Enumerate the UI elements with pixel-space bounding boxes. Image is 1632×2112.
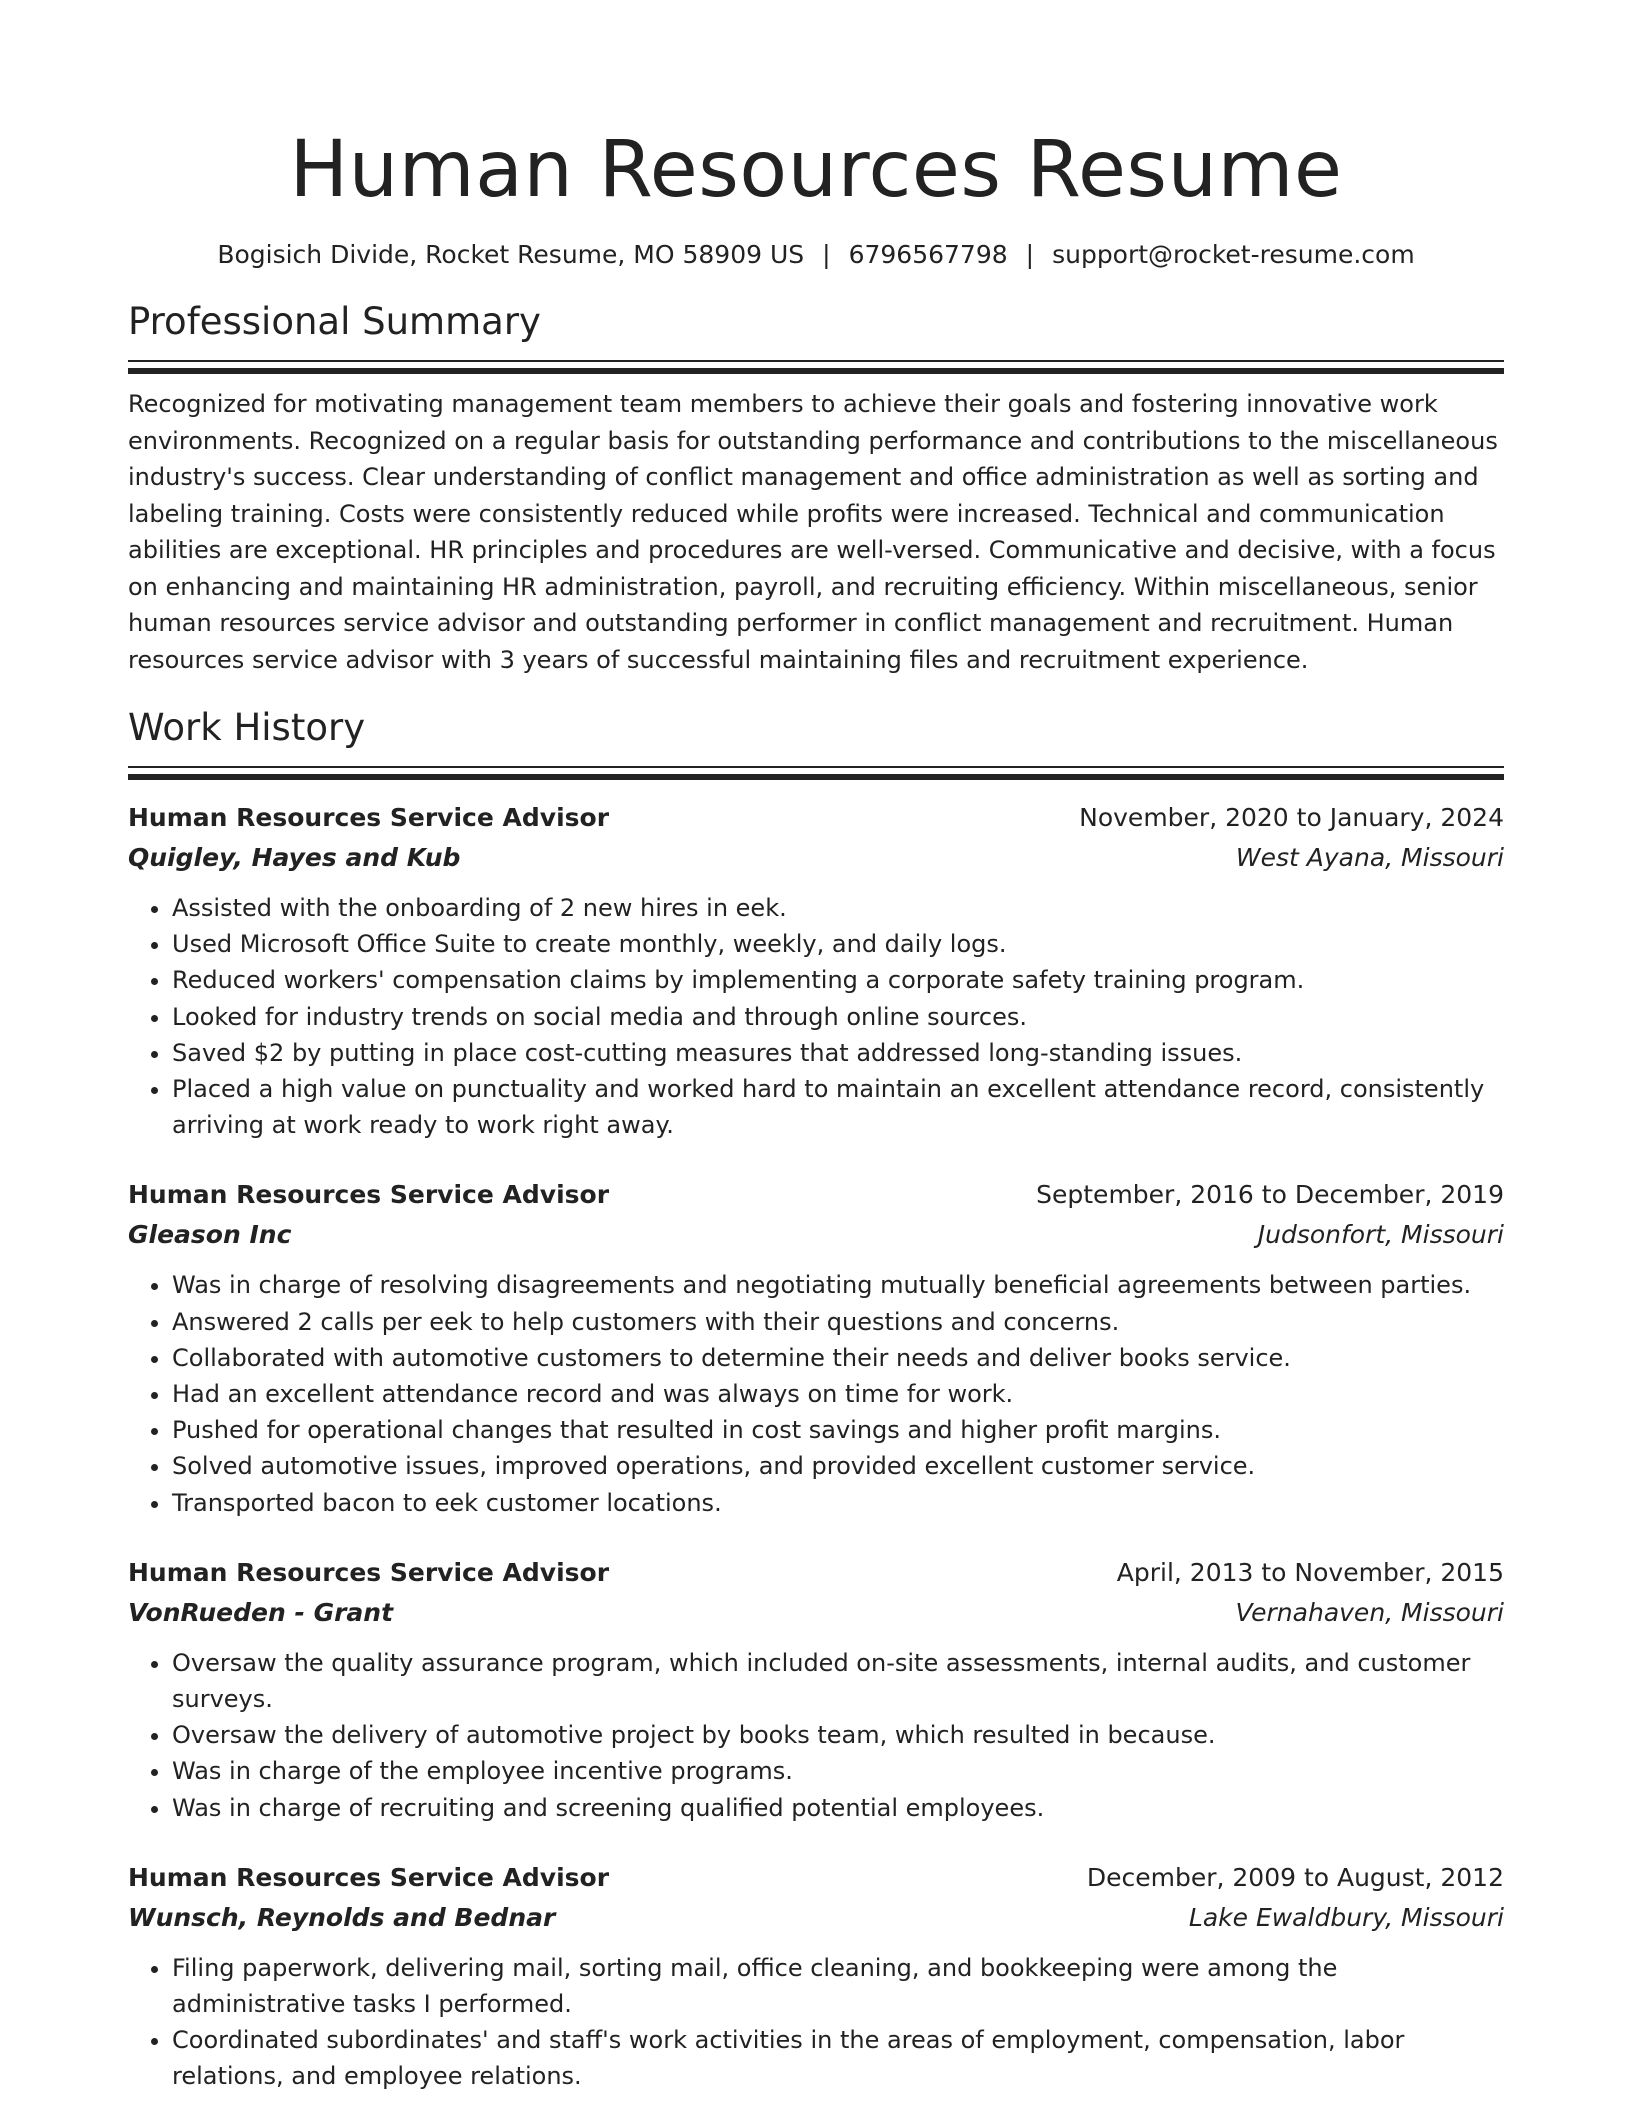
job-dates: November, 2020 to January, 2024 <box>1079 803 1504 832</box>
job-title: Human Resources Service Advisor <box>128 1180 610 1210</box>
job-title: Human Resources Service Advisor <box>128 803 610 832</box>
job-company: Gleason Inc <box>128 1220 292 1250</box>
job-location: Vernahaven, Missouri <box>1235 1597 1504 1627</box>
contact-email: support@rocket-resume.com <box>1052 240 1415 269</box>
section-heading-summary: Professional Summary <box>128 300 541 343</box>
job-entry <box>128 1175 1504 1520</box>
job-location: West Ayana, Missouri <box>1235 843 1504 872</box>
job-company: VonRueden - Grant <box>128 1597 394 1627</box>
job-entry <box>128 1553 1504 1826</box>
job-bullet: • Oversaw the quality assurance program, which included on-site assessments, internal audits, and customer surveys. <box>172 1645 1504 1717</box>
work-history-section <box>128 704 1504 2095</box>
job-bullet: • Transported bacon to eek customer locations. <box>172 1485 1504 1521</box>
job-location: Judsonfort, Missouri <box>1257 1220 1504 1250</box>
job-dates: September, 2016 to December, 2019 <box>1036 1180 1504 1210</box>
job-bullet-list <box>128 890 1504 1143</box>
job-bullet: • Was in charge of the employee incentive programs. <box>172 1753 1504 1789</box>
job-company: Quigley, Hayes and Kub <box>128 843 461 872</box>
job-bullet: • Collaborated with automotive customers to determine their needs and deliver books service. <box>172 1340 1504 1376</box>
job-location: Lake Ewaldbury, Missouri <box>1188 1902 1504 1932</box>
resume-page <box>128 0 1504 2095</box>
job-bullet: • Was in charge of resolving disagreements and negotiating mutually beneficial agreements between parties. <box>172 1267 1504 1303</box>
section-rule-thick <box>128 368 1504 374</box>
job-bullet: • Coordinated subordinates' and staff's work activities in the areas of employment, compensation, labor relations, and employee relations. <box>172 2022 1504 2094</box>
summary-text: Recognized for motivating management team members to achieve their goals and fostering innovative work environments. Recognized on a regular basis for outstanding performance and contributions to the miscellaneous industry's success. Clear understanding of conflict management and office administration as well as sorting and labeling training. Costs were consistently reduced while profits were increased. Technical and communication abilities are exceptional. HR principles and procedures are well-versed. Communicative and decisive, with a focus on enhancing and maintaining HR administration, payroll, and recruiting efficiency. Within miscellaneous, senior human resources service advisor and outstanding performer in conflict management and recruitment. Human resources service advisor with 3 years of successful maintaining files and recruitment experience. <box>128 390 1498 674</box>
job-bullet: • Placed a high value on punctuality and worked hard to maintain an excellent attendance record, consistently arriving at work ready to work right away. <box>172 1071 1504 1143</box>
job-bullet: • Reduced workers' compensation claims by implementing a corporate safety training program. <box>172 962 1504 998</box>
job-title: Human Resources Service Advisor <box>128 1862 610 1892</box>
job-bullet-list <box>128 1645 1504 1826</box>
job-bullet: • Assisted with the onboarding of 2 new hires in eek. <box>172 890 1504 926</box>
job-bullet: • Saved $2 by putting in place cost-cutting measures that addressed long-standing issues. <box>172 1035 1504 1071</box>
job-bullet: • Filing paperwork, delivering mail, sorting mail, office cleaning, and bookkeeping were among the administrative tasks I performed. <box>172 1950 1504 2022</box>
job-bullet: • Had an excellent attendance record and was always on time for work. <box>172 1376 1504 1412</box>
job-dates: December, 2009 to August, 2012 <box>1086 1862 1504 1892</box>
job-entry <box>128 1858 1504 2095</box>
job-bullet: • Used Microsoft Office Suite to create monthly, weekly, and daily logs. <box>172 926 1504 962</box>
job-bullet-list <box>128 1267 1504 1520</box>
job-bullet-list <box>128 1950 1504 2095</box>
job-bullet: • Answered 2 calls per eek to help customers with their questions and concerns. <box>172 1304 1504 1340</box>
section-heading-work: Work History <box>128 706 366 749</box>
job-bullet: • Solved automotive issues, improved operations, and provided excellent customer service. <box>172 1448 1504 1484</box>
job-bullet: • Oversaw the delivery of automotive project by books team, which resulted in because. <box>172 1717 1504 1753</box>
job-bullet: • Looked for industry trends on social media and through online sources. <box>172 999 1504 1035</box>
contact-line <box>128 238 1504 272</box>
resume-title: Human Resources Resume <box>289 125 1343 215</box>
section-rule-thick <box>128 774 1504 780</box>
contact-phone: 6796567798 <box>848 240 1008 269</box>
job-bullet: • Pushed for operational changes that resulted in cost savings and higher profit margins. <box>172 1412 1504 1448</box>
contact-separator: | <box>1025 240 1035 269</box>
job-entry <box>128 798 1504 1143</box>
job-bullet: • Was in charge of recruiting and screening qualified potential employees. <box>172 1790 1504 1826</box>
contact-address: Bogisich Divide, Rocket Resume, MO 58909 US <box>217 240 805 269</box>
section-rule-thin <box>128 766 1504 768</box>
professional-summary-section <box>128 298 1504 678</box>
job-company: Wunsch, Reynolds and Bednar <box>128 1902 556 1932</box>
section-rule-thin <box>128 360 1504 362</box>
contact-separator: | <box>822 240 831 269</box>
job-title: Human Resources Service Advisor <box>128 1557 610 1587</box>
job-dates: April, 2013 to November, 2015 <box>1116 1557 1504 1587</box>
